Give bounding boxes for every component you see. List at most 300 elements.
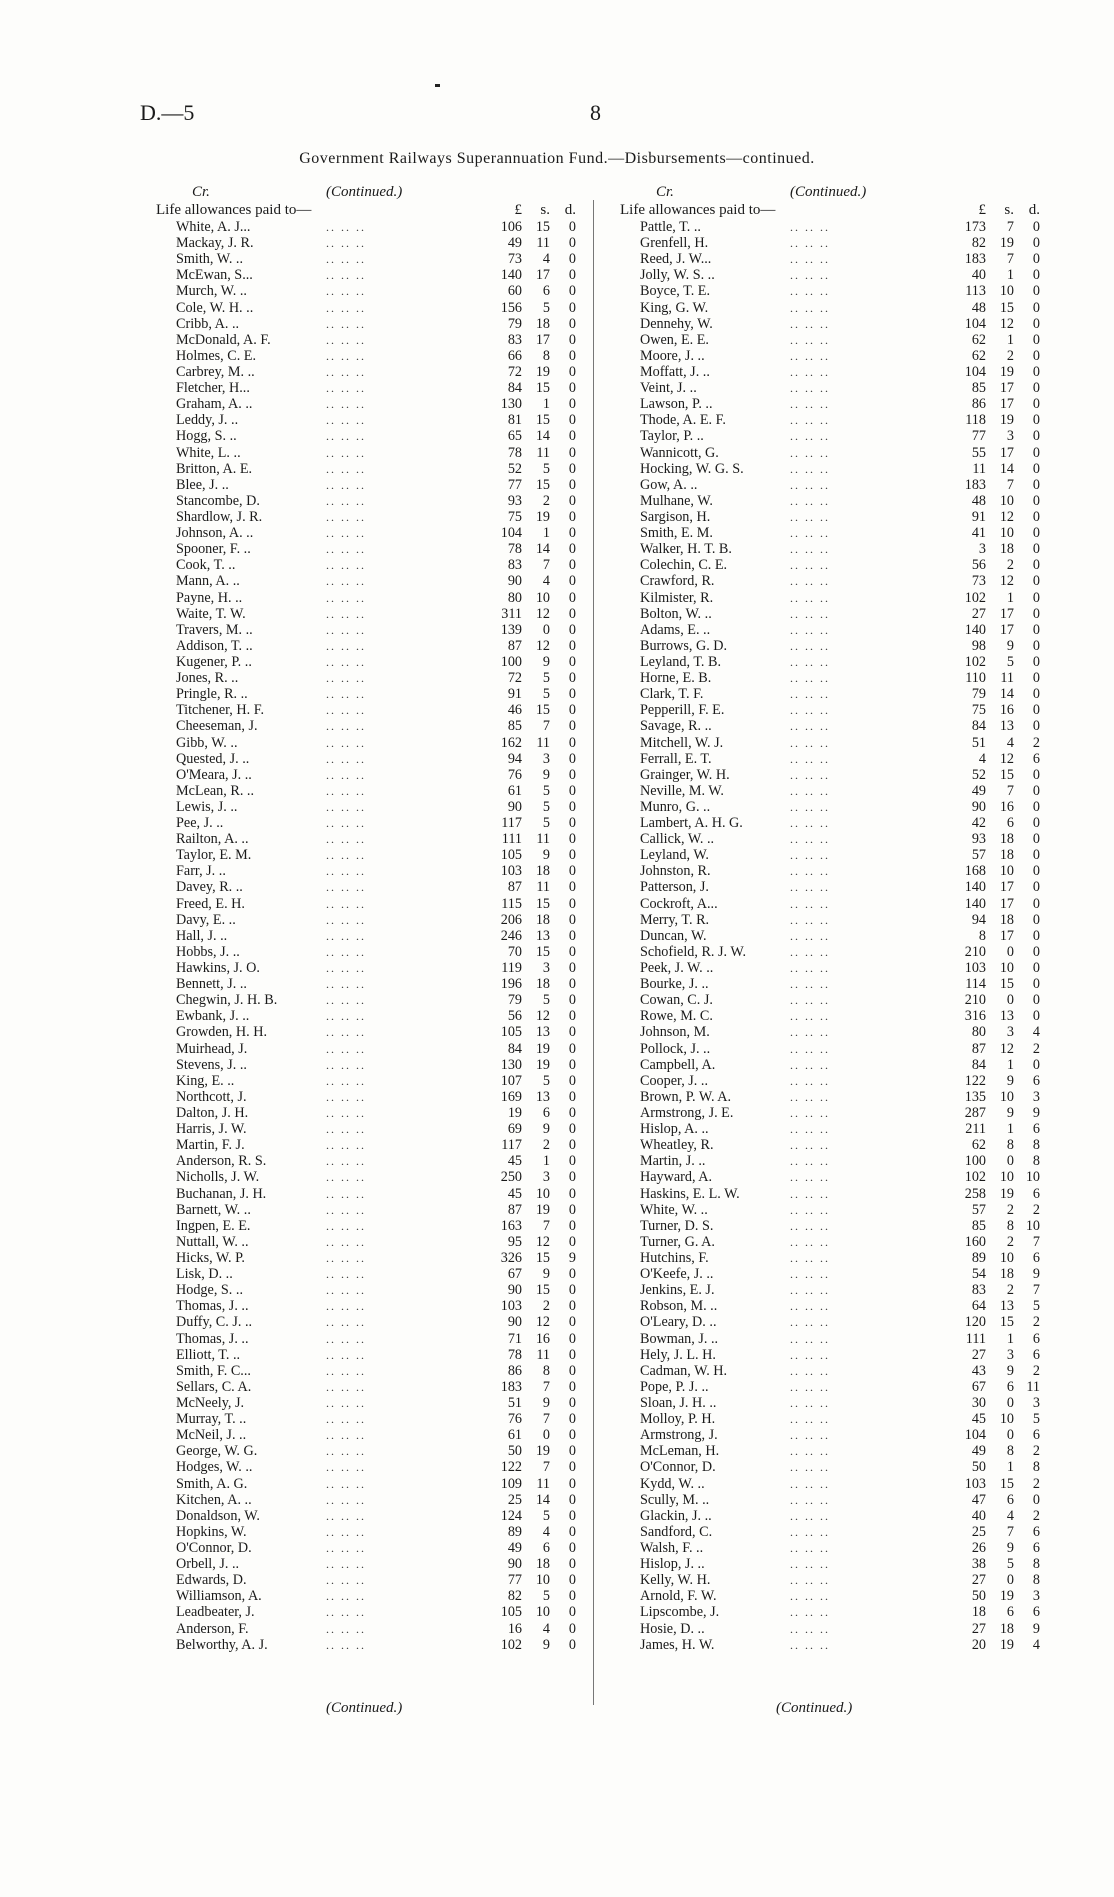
continued-footer-left: (Continued.) <box>326 1700 403 1716</box>
pensioner-name: Cheeseman, J. <box>176 718 258 735</box>
amount-shillings: 5 <box>542 798 550 815</box>
amount-shillings: 1 <box>542 1153 550 1170</box>
leader-dots: .. .. .. <box>326 1428 366 1443</box>
amount-pounds: 196 <box>500 976 522 993</box>
pensioner-name: Lipscombe, J. <box>640 1604 720 1621</box>
amount-shillings: 11 <box>536 734 550 751</box>
amount-pence: 0 <box>1032 541 1040 558</box>
leader-dots: .. .. .. <box>326 1605 366 1620</box>
leader-dots: .. .. .. <box>326 558 366 573</box>
table-row <box>156 412 626 428</box>
amount-pence: 0 <box>1032 960 1040 977</box>
pensioner-name: Hawkins, J. O. <box>176 960 260 977</box>
amount-pounds: 103 <box>964 960 986 977</box>
amount-shillings: 3 <box>542 960 550 977</box>
amount-shillings: 6 <box>1006 1491 1014 1508</box>
table-row <box>620 493 1090 509</box>
amount-shillings: 12 <box>999 573 1014 590</box>
amount-shillings: 10 <box>535 589 550 606</box>
amount-pence: 0 <box>568 1523 576 1540</box>
leader-dots: .. .. .. <box>326 896 366 911</box>
leader-dots: .. .. .. <box>790 1009 830 1024</box>
amount-pounds: 56 <box>971 557 986 574</box>
pensioner-name: Holmes, C. E. <box>176 347 256 364</box>
amount-shillings: 5 <box>542 299 550 316</box>
amount-pence: 0 <box>568 766 576 783</box>
amount-pounds: 119 <box>501 960 522 977</box>
leader-dots: .. .. .. <box>790 542 830 557</box>
amount-pence: 0 <box>568 1588 576 1605</box>
amount-pence: 0 <box>568 927 576 944</box>
leader-dots: .. .. .. <box>326 220 366 234</box>
leader-dots: .. .. .. <box>790 477 830 492</box>
pensioner-name: Hocking, W. G. S. <box>640 460 744 477</box>
leader-dots: .. .. .. <box>790 1138 830 1153</box>
amount-pounds: 48 <box>971 492 986 509</box>
amount-pounds: 163 <box>500 1217 522 1234</box>
leader-dots: .. .. .. <box>326 832 366 847</box>
amount-shillings: 17 <box>999 621 1014 638</box>
leader-dots: .. .. .. <box>790 993 830 1008</box>
amount-shillings: 18 <box>535 976 550 993</box>
pensioner-name: Stancombe, D. <box>176 492 260 509</box>
leader-dots: .. .. .. <box>790 848 830 863</box>
amount-pounds: 169 <box>500 1088 522 1105</box>
amount-pence: 0 <box>568 380 576 397</box>
amount-pounds: 57 <box>971 847 986 864</box>
amount-pounds: 55 <box>971 444 986 461</box>
amount-shillings: 13 <box>999 1008 1014 1025</box>
amount-shillings: 3 <box>542 750 550 767</box>
amount-pence: 0 <box>1032 879 1040 896</box>
table-row <box>156 992 626 1008</box>
amount-pence: 0 <box>1032 1008 1040 1025</box>
amount-pence: 9 <box>568 1250 576 1266</box>
amount-pounds: 90 <box>507 798 522 815</box>
amount-pounds: 210 <box>964 992 986 1009</box>
amount-pounds: 49 <box>971 782 986 799</box>
table-row <box>620 718 1090 734</box>
leader-dots: .. .. .. <box>790 1025 830 1040</box>
amount-pounds: 27 <box>971 605 986 622</box>
leader-dots: .. .. .. <box>790 558 830 573</box>
pensioner-name: Leyland, W. <box>640 847 709 864</box>
amount-pence: 0 <box>1032 444 1040 461</box>
amount-pounds: 3 <box>978 541 986 558</box>
leader-dots: .. .. .. <box>790 397 830 412</box>
table-row <box>620 1202 1090 1218</box>
leader-dots: .. .. .. <box>326 332 366 347</box>
amount-pence: 0 <box>1032 315 1040 332</box>
amount-pounds: 105 <box>500 847 522 864</box>
leader-dots: .. .. .. <box>790 220 830 234</box>
amount-pounds: 162 <box>500 734 522 751</box>
amount-pence: 0 <box>1032 637 1040 654</box>
amount-shillings: 7 <box>1006 782 1014 799</box>
table-row <box>620 1411 1090 1427</box>
amount-pence: 0 <box>1032 1491 1040 1508</box>
table-row <box>620 1588 1090 1604</box>
amount-shillings: 17 <box>999 895 1014 912</box>
pensioner-name: Leadbeater, J. <box>176 1604 255 1621</box>
amount-shillings: 1 <box>542 525 550 542</box>
amount-pence: 0 <box>568 363 576 380</box>
amount-pence: 0 <box>568 605 576 622</box>
amount-pounds: 84 <box>971 718 986 735</box>
leader-dots: .. .. .. <box>326 1460 366 1475</box>
amount-pence: 8 <box>1032 1153 1040 1170</box>
table-row <box>620 1637 1090 1653</box>
table-row <box>620 267 1090 283</box>
pensioner-name: Graham, A. .. <box>176 396 253 413</box>
pensioner-name: Pee, J. .. <box>176 815 224 832</box>
amount-shillings: 1 <box>1006 1330 1014 1347</box>
amount-pence: 0 <box>568 1394 576 1411</box>
amount-pounds: 20 <box>971 1636 986 1653</box>
leader-dots: .. .. .. <box>326 429 366 444</box>
amount-pounds: 57 <box>971 1201 986 1218</box>
amount-shillings: 6 <box>1006 1378 1014 1395</box>
amount-pence: 6 <box>1032 1539 1040 1556</box>
amount-pence: 3 <box>1032 1394 1040 1411</box>
amount-pounds: 84 <box>507 1040 522 1057</box>
leader-dots: .. .. .. <box>790 509 830 524</box>
amount-pounds: 77 <box>507 1572 522 1589</box>
amount-pounds: 79 <box>971 686 986 703</box>
amount-shillings: 8 <box>1006 1443 1014 1460</box>
amount-pounds: 124 <box>500 1507 522 1524</box>
amount-pence: 0 <box>1032 219 1040 235</box>
amount-shillings: 9 <box>542 1266 550 1283</box>
amount-shillings: 17 <box>999 444 1014 461</box>
table-row <box>620 767 1090 783</box>
amount-shillings: 9 <box>1006 1362 1014 1379</box>
pensioner-name: Belworthy, A. J. <box>176 1636 268 1653</box>
pensioner-name: Jolly, W. S. .. <box>640 267 715 284</box>
amount-shillings: 15 <box>999 1314 1014 1331</box>
amount-pounds: 84 <box>971 1056 986 1073</box>
table-row <box>620 1121 1090 1137</box>
leader-dots: .. .. .. <box>790 1508 830 1523</box>
amount-pence: 0 <box>1032 363 1040 380</box>
amount-pounds: 100 <box>500 653 522 670</box>
amount-pence: 0 <box>568 718 576 735</box>
leader-dots: .. .. .. <box>326 381 366 396</box>
amount-pounds: 246 <box>500 927 522 944</box>
amount-pounds: 104 <box>500 525 522 542</box>
table-row <box>620 590 1090 606</box>
table-row <box>620 316 1090 332</box>
table-row <box>156 1637 626 1653</box>
table-row <box>620 912 1090 928</box>
amount-pounds: 78 <box>507 1346 522 1363</box>
amount-pence: 0 <box>1032 460 1040 477</box>
amount-shillings: 5 <box>542 782 550 799</box>
amount-pence: 0 <box>568 235 576 252</box>
amount-shillings: 10 <box>999 1088 1014 1105</box>
leader-dots: .. .. .. <box>326 348 366 363</box>
amount-shillings: 2 <box>1006 347 1014 364</box>
amount-pence: 7 <box>1032 1282 1040 1299</box>
amount-pence: 0 <box>1032 605 1040 622</box>
amount-pounds: 79 <box>507 992 522 1009</box>
pensioner-name: Grainger, W. H. <box>640 766 730 783</box>
leader-dots: .. .. .. <box>790 671 830 686</box>
amount-pence: 0 <box>568 251 576 268</box>
amount-pounds: 25 <box>507 1491 522 1508</box>
amount-pounds: 160 <box>964 1233 986 1250</box>
amount-pence: 0 <box>568 750 576 767</box>
leader-dots: .. .. .. <box>790 1428 830 1443</box>
pensioner-name: Arnold, F. W. <box>640 1588 717 1605</box>
table-row <box>620 735 1090 751</box>
amount-shillings: 4 <box>542 251 550 268</box>
amount-pounds: 111 <box>501 831 522 848</box>
leader-dots: .. .. .. <box>326 493 366 508</box>
amount-pounds: 83 <box>971 1282 986 1299</box>
amount-pounds: 113 <box>965 283 986 300</box>
pensioner-name: Bennett, J. .. <box>176 976 247 993</box>
table-row <box>156 1105 626 1121</box>
pensioner-name: Cockroft, A... <box>640 895 718 912</box>
amount-shillings: 15 <box>535 219 550 235</box>
amount-pence: 0 <box>1032 267 1040 284</box>
leader-dots: .. .. .. <box>326 961 366 976</box>
amount-pounds: 49 <box>507 1539 522 1556</box>
amount-pence: 0 <box>1032 283 1040 300</box>
pensioner-name: Davy, E. .. <box>176 911 236 928</box>
amount-shillings: 15 <box>535 380 550 397</box>
table-row <box>156 1443 626 1459</box>
pensioner-name: Clark, T. F. <box>640 686 704 703</box>
amount-shillings: 10 <box>999 863 1014 880</box>
amount-shillings: 15 <box>999 1475 1014 1492</box>
leader-dots: .. .. .. <box>326 1524 366 1539</box>
pensioner-name: Johnson, M. <box>640 1024 710 1041</box>
amount-pence: 0 <box>568 1604 576 1621</box>
amount-pounds: 27 <box>971 1346 986 1363</box>
amount-pounds: 103 <box>500 1298 522 1315</box>
pensioner-name: McEwan, S... <box>176 267 253 284</box>
amount-pence: 8 <box>1032 1556 1040 1573</box>
table-row <box>620 1395 1090 1411</box>
pensioner-name: Peek, J. W. .. <box>640 960 714 977</box>
table-row <box>156 735 626 751</box>
amount-pounds: 117 <box>501 1137 522 1154</box>
table-row <box>156 847 626 863</box>
amount-pence: 0 <box>568 1072 576 1089</box>
amount-shillings: 10 <box>535 1604 550 1621</box>
leader-dots: .. .. .. <box>790 880 830 895</box>
leader-dots: .. .. .. <box>790 574 830 589</box>
leader-dots: .. .. .. <box>326 1041 366 1056</box>
amount-pence: 0 <box>568 396 576 413</box>
table-row <box>156 364 626 380</box>
pensioner-name: Lewis, J. .. <box>176 798 238 815</box>
table-row <box>156 1379 626 1395</box>
leader-dots: .. .. .. <box>790 767 830 782</box>
amount-pounds: 104 <box>964 363 986 380</box>
table-row <box>620 606 1090 622</box>
leader-dots: .. .. .. <box>790 268 830 283</box>
amount-shillings: 19 <box>535 1040 550 1057</box>
amount-shillings: 9 <box>542 1636 550 1653</box>
pensioner-name: Reed, J. W... <box>640 251 712 268</box>
amount-pence: 5 <box>1032 1298 1040 1315</box>
pensioner-name: Pattle, T. .. <box>640 219 701 235</box>
amount-pounds: 76 <box>507 766 522 783</box>
table-row <box>156 590 626 606</box>
pensioner-name: King, G. W. <box>640 299 709 316</box>
amount-shillings: 7 <box>542 557 550 574</box>
table-row <box>620 1073 1090 1089</box>
leader-dots: .. .. .. <box>790 928 830 943</box>
table-row <box>620 1427 1090 1443</box>
leader-dots: .. .. .. <box>790 1444 830 1459</box>
leader-dots: .. .. .. <box>326 1412 366 1427</box>
pensioner-name: Walker, H. T. B. <box>640 541 732 558</box>
leader-dots: .. .. .. <box>790 912 830 927</box>
table-row <box>156 509 626 525</box>
amount-pounds: 115 <box>501 895 522 912</box>
pensioner-name: Boyce, T. E. <box>640 283 711 300</box>
leader-dots: .. .. .. <box>326 1251 366 1265</box>
amount-shillings: 6 <box>1006 1604 1014 1621</box>
pensioner-name: Bourke, J. .. <box>640 976 709 993</box>
amount-pounds: 114 <box>965 976 986 993</box>
amount-pounds: 106 <box>500 219 522 235</box>
amount-shillings: 0 <box>1006 1427 1014 1444</box>
leader-dots: .. .. .. <box>790 284 830 299</box>
pensioner-name: Pepperill, F. E. <box>640 702 725 719</box>
amount-pounds: 81 <box>507 412 522 429</box>
amount-pounds: 206 <box>500 911 522 928</box>
leader-dots: .. .. .. <box>326 735 366 750</box>
leader-dots: .. .. .. <box>326 1170 366 1185</box>
pensioner-name: Smith, F. C... <box>176 1362 251 1379</box>
table-row <box>156 332 626 348</box>
column-subheading <box>156 202 626 219</box>
amount-shillings: 4 <box>1006 734 1014 751</box>
amount-shillings: 19 <box>999 412 1014 429</box>
table-row <box>156 960 626 976</box>
table-row <box>620 1282 1090 1298</box>
table-row <box>156 686 626 702</box>
leader-dots: .. .. .. <box>326 236 366 251</box>
pensioner-name: Molloy, P. H. <box>640 1411 716 1428</box>
table-row <box>156 1314 626 1330</box>
table-row <box>156 831 626 847</box>
table-row <box>156 1508 626 1524</box>
pensioner-name: Savage, R. .. <box>640 718 712 735</box>
amount-pounds: 8 <box>978 927 986 944</box>
pensioner-name: Johnson, A. .. <box>176 525 254 542</box>
amount-shillings: 1 <box>1006 589 1014 606</box>
cr-label: Cr. <box>192 184 210 200</box>
amount-shillings: 18 <box>535 863 550 880</box>
table-row <box>620 815 1090 831</box>
table-row <box>620 1459 1090 1475</box>
pensioner-name: Blee, J. .. <box>176 476 229 493</box>
amount-pence: 0 <box>568 299 576 316</box>
amount-shillings: 4 <box>542 1620 550 1637</box>
amount-pence: 0 <box>1032 847 1040 864</box>
table-row <box>156 799 626 815</box>
amount-pounds: 95 <box>507 1233 522 1250</box>
amount-shillings: 0 <box>542 1427 550 1444</box>
table-row <box>620 332 1090 348</box>
table-row <box>620 751 1090 767</box>
leader-dots: .. .. .. <box>790 493 830 508</box>
amount-shillings: 8 <box>542 1362 550 1379</box>
leader-dots: .. .. .. <box>790 1251 830 1265</box>
amount-pounds: 40 <box>971 1507 986 1524</box>
amount-pence: 0 <box>1032 831 1040 848</box>
leader-dots: .. .. .. <box>790 1331 830 1346</box>
amount-shillings: 19 <box>999 363 1014 380</box>
leader-dots: .. .. .. <box>326 1315 366 1330</box>
amount-pounds: 93 <box>507 492 522 509</box>
pensioner-name: Taylor, P. .. <box>640 428 704 445</box>
amount-shillings: 2 <box>542 1298 550 1315</box>
amount-pence: 0 <box>568 412 576 429</box>
pensioner-name: Taylor, E. M. <box>176 847 252 864</box>
leader-dots: .. .. .. <box>326 703 366 718</box>
pensioner-name: Orbell, J. .. <box>176 1556 240 1573</box>
amount-pounds: 122 <box>500 1459 522 1476</box>
amount-pounds: 49 <box>971 1443 986 1460</box>
amount-pounds: 91 <box>507 686 522 703</box>
pensioner-name: Wheatley, R. <box>640 1137 714 1154</box>
amount-pounds: 118 <box>965 412 986 429</box>
amount-shillings: 9 <box>542 847 550 864</box>
amount-shillings: 11 <box>536 235 550 252</box>
amount-pence: 4 <box>1032 1636 1040 1653</box>
amount-pounds: 27 <box>971 1620 986 1637</box>
leader-dots: .. .. .. <box>326 1363 366 1378</box>
table-row <box>156 316 626 332</box>
leader-dots: .. .. .. <box>326 509 366 524</box>
amount-pence: 2 <box>1032 734 1040 751</box>
amount-pounds: 90 <box>507 573 522 590</box>
amount-pence: 0 <box>568 492 576 509</box>
amount-pence: 0 <box>1032 976 1040 993</box>
amount-pence: 0 <box>568 1121 576 1138</box>
table-row <box>156 638 626 654</box>
amount-pounds: 75 <box>971 702 986 719</box>
amount-pence: 0 <box>568 702 576 719</box>
amount-shillings: 16 <box>999 702 1014 719</box>
amount-pence: 9 <box>1032 1266 1040 1283</box>
leader-dots: .. .. .. <box>326 1347 366 1362</box>
leader-dots: .. .. .. <box>790 864 830 879</box>
table-row <box>620 1556 1090 1572</box>
amount-pounds: 102 <box>500 1636 522 1653</box>
amount-pounds: 72 <box>507 670 522 687</box>
amount-shillings: 5 <box>542 815 550 832</box>
amount-pence: 0 <box>1032 863 1040 880</box>
amount-pence: 0 <box>1032 911 1040 928</box>
leader-dots: .. .. .. <box>790 1492 830 1507</box>
pensioner-name: Pope, P. J. .. <box>640 1378 709 1395</box>
table-row <box>620 1250 1090 1266</box>
amount-shillings: 12 <box>535 637 550 654</box>
pensioner-name: Adams, E. .. <box>640 621 711 638</box>
table-row <box>620 1508 1090 1524</box>
pensioner-name: Martin, J. .. <box>640 1153 706 1170</box>
amount-pence: 0 <box>568 1539 576 1556</box>
amount-pounds: 140 <box>964 621 986 638</box>
